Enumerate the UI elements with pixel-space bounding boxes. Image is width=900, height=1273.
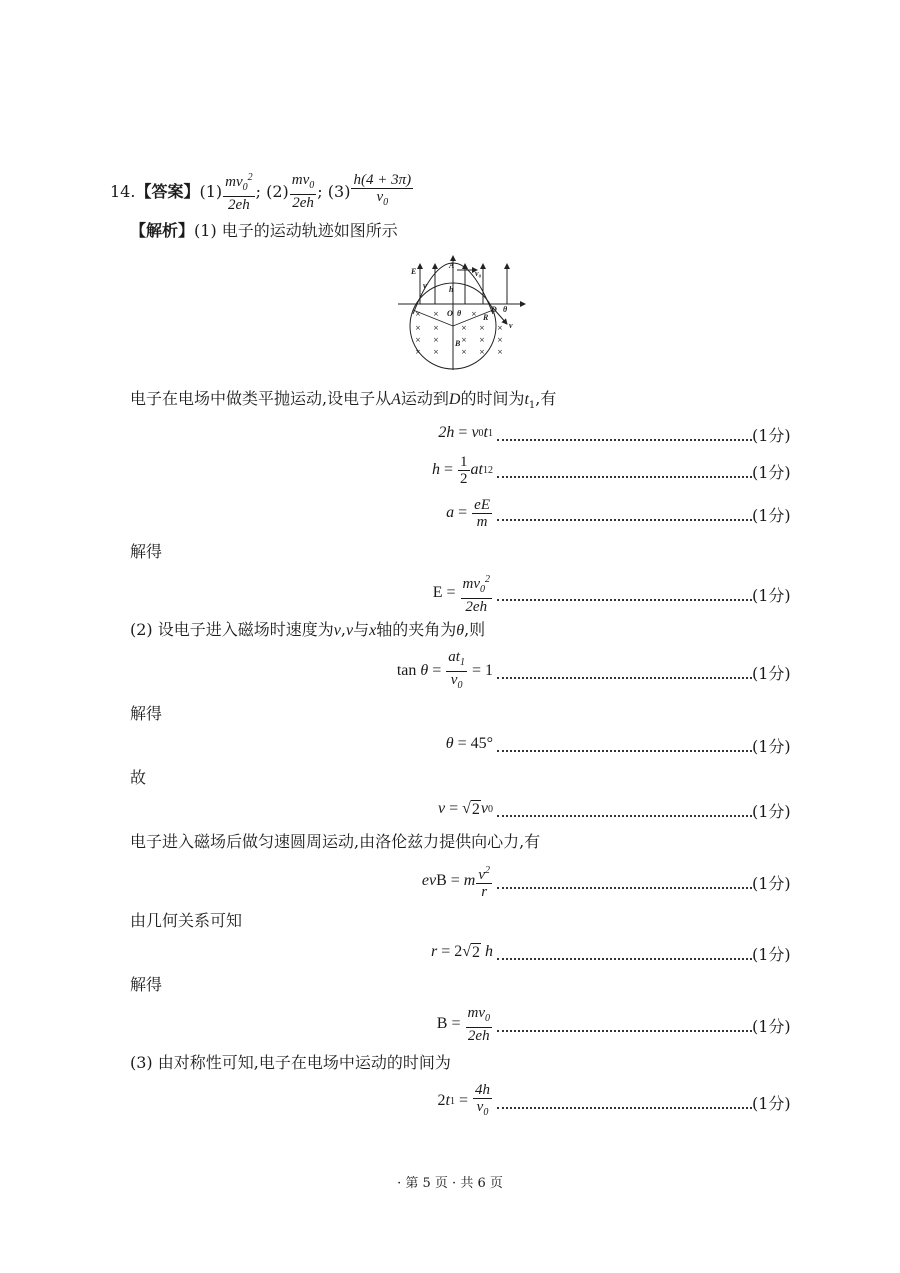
svg-text:×: × [415, 310, 421, 318]
svg-text:R: R [483, 313, 489, 322]
svg-text:×: × [479, 348, 485, 356]
svg-text:×: × [461, 324, 467, 332]
equation-9: r = 2√ 2 h (1分) [430, 943, 791, 964]
solve-label-2: 解得 [130, 704, 163, 723]
answer-1-fraction: $\frac{mv_0^2}{2eh}$ [225, 172, 253, 213]
equation-4: E = $\frac{mv_0^2}{2eh}$ (1分) [432, 573, 791, 615]
so-label: 故 [130, 768, 147, 787]
equation-1: 2h = v 0 t 1 (1分) [438, 424, 791, 445]
equation-6: θ = 45° (1分) [445, 735, 791, 756]
equation-8: ev B = m $\frac{v^2}{r}$ (1分) [421, 864, 791, 900]
svg-text:A: A [449, 261, 455, 270]
svg-text:×: × [415, 336, 421, 344]
svg-text:θ: θ [503, 305, 508, 314]
answer-tag: 【答案】 [135, 181, 200, 201]
answer-part-3: (3) [327, 181, 351, 201]
svg-text:h: h [449, 285, 454, 294]
svg-text:×: × [497, 348, 503, 356]
svg-text:E: E [411, 267, 417, 276]
trajectory-figure [395, 252, 530, 372]
solve-label-3: 解得 [130, 975, 163, 994]
paragraph-1: 电子在电场中做类平抛运动,设电子从A运动到D的时间为$t_1$,有 [130, 389, 557, 412]
svg-text:B: B [455, 339, 461, 348]
svg-text:v₀: v₀ [475, 269, 482, 278]
equation-2: h = $\frac{1}{2}$ at 1 2 (1分) [432, 453, 791, 487]
paragraph-circle: 电子进入磁场后做匀速圆周运动,由洛伦兹力提供向心力,有 [130, 832, 541, 851]
svg-text:×: × [433, 324, 439, 332]
equation-11: 2 t 1 = $\frac{4h}{v_0}$ (1分) [437, 1081, 791, 1118]
svg-text:θ: θ [457, 309, 462, 318]
svg-text:×: × [433, 348, 439, 356]
svg-text:O: O [447, 309, 453, 318]
paragraph-3: (3) 由对称性可知,电子在电场中运动的时间为 [130, 1053, 451, 1072]
question-number: 14. [110, 181, 136, 201]
svg-text:×: × [461, 348, 467, 356]
geometry-label: 由几何关系可知 [130, 911, 243, 930]
answer-line: 14. 【答案】 (1) $\frac{mv_0^2}{2eh}$ ; (2) $\frac{mv_0}{2eh}$ ; (3) $\frac{h(4 + 3\pi)}{v_0}$ [110, 172, 412, 213]
analysis-tag: 【解析】 [130, 221, 195, 240]
svg-text:×: × [433, 310, 439, 318]
svg-text:×: × [471, 310, 477, 318]
answer-part-2: (2) [266, 181, 289, 201]
equation-5: tan θ = $\frac{at_1}{v_0}$ = 1 (1分) [396, 648, 791, 691]
svg-text:×: × [415, 348, 421, 356]
equation-3: a = $\frac{eE}{m}$ (1分) [446, 496, 791, 530]
svg-text:v: v [509, 321, 513, 330]
analysis-intro: 【解析】(1) 电子的运动轨迹如图所示 [130, 221, 398, 240]
answer-3-fraction: $\frac{h(4 + 3\pi)}{v_0}$ [353, 172, 412, 208]
svg-text:×: × [497, 324, 503, 332]
svg-text:×: × [497, 336, 503, 344]
equation-10: B = $\frac{mv_0}{2eh}$ (1分) [436, 1004, 791, 1044]
paragraph-2: (2) 设电子进入磁场时速度为v,v与x轴的夹角为θ,则 [130, 620, 486, 639]
equation-7: v = √ 2 v 0 (1分) [437, 800, 791, 821]
solve-label-1: 解得 [130, 542, 163, 561]
svg-text:×: × [461, 336, 467, 344]
page-footer: · 第 5 页 · 共 6 页 [397, 1176, 503, 1191]
svg-text:v: v [423, 281, 427, 290]
svg-text:×: × [433, 336, 439, 344]
svg-text:×: × [415, 324, 421, 332]
answer-part-1: (1) [199, 181, 223, 201]
svg-text:×: × [479, 324, 485, 332]
svg-text:D: D [491, 305, 497, 314]
answer-2-fraction: $\frac{mv_0}{2eh}$ [291, 172, 315, 211]
svg-text:×: × [479, 336, 485, 344]
